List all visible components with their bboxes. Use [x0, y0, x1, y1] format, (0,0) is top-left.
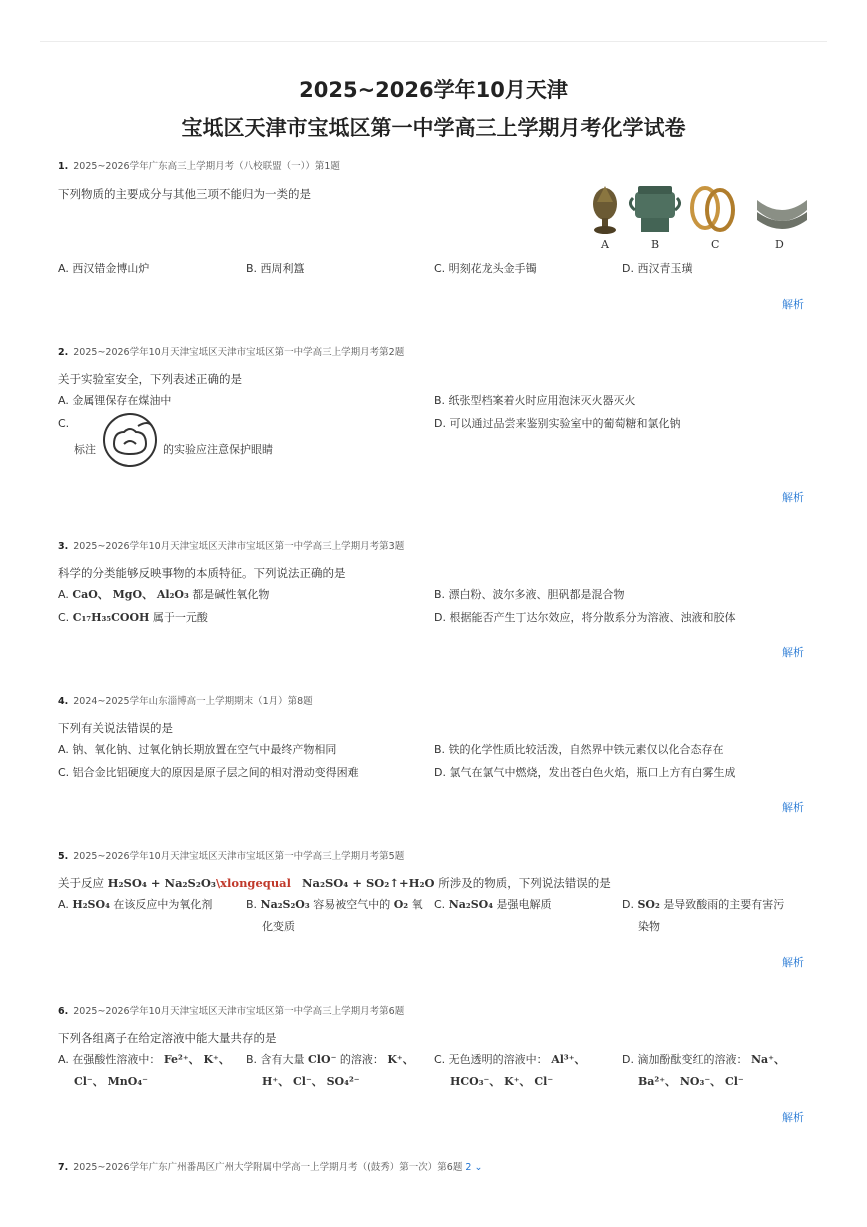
question-number: 6.	[58, 1006, 69, 1017]
q3-option-d[interactable]: D. 根据能否产生丁达尔效应，将分散系分为溶液、浊液和胶体	[434, 611, 736, 624]
q2-option-a[interactable]: A. 金属锂保存在煤油中	[58, 394, 172, 407]
gold-bracelet-image	[692, 188, 733, 230]
question-6-source	[58, 1003, 818, 1017]
question-number: 4.	[58, 696, 69, 707]
variant-count[interactable]: 2	[465, 1162, 472, 1173]
formula: CaO、 MgO、 Al₂O₃	[72, 588, 189, 601]
option-text: A. 在强酸性溶液中：	[58, 1053, 161, 1066]
question-number: 5.	[58, 851, 69, 862]
question-1-figure	[585, 180, 813, 254]
q6-option-a[interactable]	[58, 1049, 242, 1093]
source-text: 2025~2026学年广东高三上学期月考（八校联盟（一））第1题	[73, 161, 340, 172]
stem-text: 关于反应	[58, 876, 104, 890]
formula: Fe²⁺、 K⁺、	[163, 1053, 230, 1066]
q5-analysis-link[interactable]: 解析	[782, 956, 804, 969]
question-1-source	[58, 158, 818, 172]
q4-analysis-link[interactable]: 解析	[782, 801, 804, 814]
question-number: 2.	[58, 347, 69, 358]
option-text: 是强电解质	[496, 898, 552, 911]
formula: Cl⁻、 MnO₄⁻	[74, 1075, 148, 1088]
q1-analysis-link[interactable]: 解析	[782, 298, 804, 311]
option-text: 都是碱性氧化物	[192, 588, 270, 601]
question-6-stem: 下列各组离子在给定溶液中能大量共存的是	[58, 1031, 277, 1045]
option-text: B. 含有大量	[246, 1053, 305, 1066]
formula: Al³⁺、	[551, 1053, 586, 1066]
q4-option-c[interactable]: C. 铝合金比铝硬度大的原因是原子层之间的相对滑动变得困难	[58, 766, 359, 779]
bronze-gui-image	[630, 186, 679, 232]
option-letter: D.	[622, 898, 634, 911]
figure-label-c: C	[711, 238, 720, 251]
chevron-down-icon[interactable]: ⌄	[474, 1162, 483, 1173]
q1-option-d[interactable]: D. 西汉青玉璜	[622, 262, 693, 275]
option-text: C. 无色透明的溶液中：	[434, 1053, 548, 1066]
option-letter: C.	[434, 898, 446, 911]
jade-huang-image	[757, 200, 807, 229]
question-1-stem: 下列物质的主要成分与其他三项不能归为一类的是	[58, 187, 311, 201]
option-text: 的溶液：	[339, 1053, 384, 1066]
figure-label-b: B	[651, 238, 660, 251]
formula: Na₂SO₄ + SO₂↑+H₂O	[301, 876, 435, 890]
question-number: 1.	[58, 161, 69, 172]
question-5-source	[58, 848, 818, 862]
q4-option-b[interactable]: B. 铁的化学性质比较活泼，自然界中铁元素仅以化合态存在	[434, 743, 724, 756]
page-title-line1: 2025~2026学年10月天津	[299, 78, 568, 102]
q4-option-a[interactable]: A. 钠、氧化钠、过氧化钠长期放置在空气中最终产物相同	[58, 743, 337, 756]
question-2-stem: 关于实验室安全，下列表述正确的是	[58, 372, 242, 386]
q3-option-c[interactable]	[58, 607, 208, 629]
option-text: 化变质	[262, 920, 295, 933]
q6-option-b[interactable]	[246, 1049, 430, 1093]
figure-label-d: D	[775, 238, 784, 251]
formula: C₁₇H₃₅COOH	[72, 611, 150, 624]
formula: K⁺、	[387, 1053, 414, 1066]
q6-analysis-link[interactable]: 解析	[782, 1111, 804, 1124]
q1-option-b[interactable]: B. 西周利簋	[246, 262, 305, 275]
option-letter: B.	[246, 898, 258, 911]
question-2-source	[58, 344, 818, 358]
q5-option-c[interactable]	[434, 894, 552, 916]
question-3-source	[58, 538, 818, 552]
option-text: 在该反应中为氧化剂	[113, 898, 213, 911]
option-text: 染物	[638, 920, 660, 933]
q6-option-c[interactable]	[434, 1049, 618, 1093]
q5-option-b[interactable]	[246, 894, 430, 938]
top-divider	[40, 41, 827, 42]
source-text: 2025~2026学年10月天津宝坻区天津市宝坻区第一中学高三上学期月考第3题	[73, 541, 405, 552]
formula: O₂	[393, 898, 409, 911]
artifact-images	[585, 180, 813, 240]
source-text: 2025~2026学年10月天津宝坻区天津市宝坻区第一中学高三上学期月考第6题	[73, 1006, 405, 1017]
bronze-censer-image	[593, 186, 617, 234]
question-4-source	[58, 693, 818, 707]
question-number: 7.	[58, 1162, 69, 1173]
q1-option-c[interactable]: C. 明刻花龙头金手镯	[434, 262, 537, 275]
q2-option-c-letter[interactable]: C.	[58, 417, 70, 430]
formula: Na₂S₂O₃	[260, 898, 310, 911]
option-text: 容易被空气中的	[313, 898, 391, 911]
formula: HCO₃⁻、 K⁺、 Cl⁻	[450, 1075, 554, 1088]
question-3-stem: 科学的分类能够反映事物的本质特征。下列说法正确的是	[58, 566, 346, 580]
question-7-source	[58, 1159, 818, 1173]
q5-option-d[interactable]	[622, 894, 812, 938]
q3-analysis-link[interactable]: 解析	[782, 646, 804, 659]
formula: H⁺、 Cl⁻、 SO₄²⁻	[262, 1075, 360, 1088]
formula: SO₂	[637, 898, 660, 911]
source-text: 2024~2025学年山东淄博高一上学期期末（1月）第8题	[73, 696, 313, 707]
q5-option-a[interactable]	[58, 894, 212, 916]
source-text: 2025~2026学年10月天津宝坻区天津市宝坻区第一中学高三上学期月考第2题	[73, 347, 405, 358]
option-letter: A.	[58, 588, 69, 601]
formula: Na⁺、	[750, 1053, 785, 1066]
q2-option-c[interactable]	[74, 432, 273, 468]
option-text: 标注	[74, 443, 96, 456]
unrendered-latex: \xlongequal	[215, 876, 292, 890]
q3-option-b[interactable]: B. 漂白粉、波尔多液、胆矾都是混合物	[434, 588, 625, 601]
q2-option-b[interactable]: B. 纸张型档案着火时应用泡沫灭火器灭火	[434, 394, 636, 407]
page-title-line2: 宝坻区天津市宝坻区第一中学高三上学期月考化学试卷	[181, 116, 686, 140]
option-text: 氧	[411, 898, 423, 911]
formula: ClO⁻	[308, 1053, 337, 1066]
figure-label-a: A	[601, 238, 609, 251]
option-letter: A.	[58, 898, 69, 911]
source-text: 2025~2026学年广东广州番禺区广州大学附属中学高一上学期月考（(鼓秀）第一次）第6题	[73, 1162, 463, 1173]
q3-option-a[interactable]	[58, 584, 269, 606]
question-number: 3.	[58, 541, 69, 552]
formula: H₂SO₄	[72, 898, 110, 911]
option-letter: C.	[58, 611, 70, 624]
option-text: 的实验应注意保护眼睛	[163, 443, 273, 456]
stem-text: 所涉及的物质，下列说法错误的是	[438, 876, 611, 890]
question-5-stem	[58, 875, 818, 891]
option-text: 是导致酸雨的主要有害污	[663, 898, 785, 911]
option-text: D. 滴加酚酞变红的溶液：	[622, 1053, 748, 1066]
option-text: 属于一元酸	[152, 611, 208, 624]
q2-option-d[interactable]: D. 可以通过品尝来鉴别实验室中的葡萄糖和氯化钠	[434, 417, 681, 430]
eye-protection-icon	[102, 412, 158, 468]
formula: Ba²⁺、 NO₃⁻、 Cl⁻	[638, 1075, 744, 1088]
q6-option-d[interactable]	[622, 1049, 812, 1093]
formula: Na₂SO₄	[448, 898, 494, 911]
question-4-stem: 下列有关说法错误的是	[58, 721, 173, 735]
q4-option-d[interactable]: D. 氯气在氯气中燃烧，发出苍白色火焰，瓶口上方有白雾生成	[434, 766, 736, 779]
q1-option-a[interactable]: A. 西汉错金博山炉	[58, 262, 150, 275]
formula: H₂SO₄ + Na₂S₂O₃	[107, 876, 216, 890]
q2-analysis-link[interactable]: 解析	[782, 491, 804, 504]
source-text: 2025~2026学年10月天津宝坻区天津市宝坻区第一中学高三上学期月考第5题	[73, 851, 405, 862]
